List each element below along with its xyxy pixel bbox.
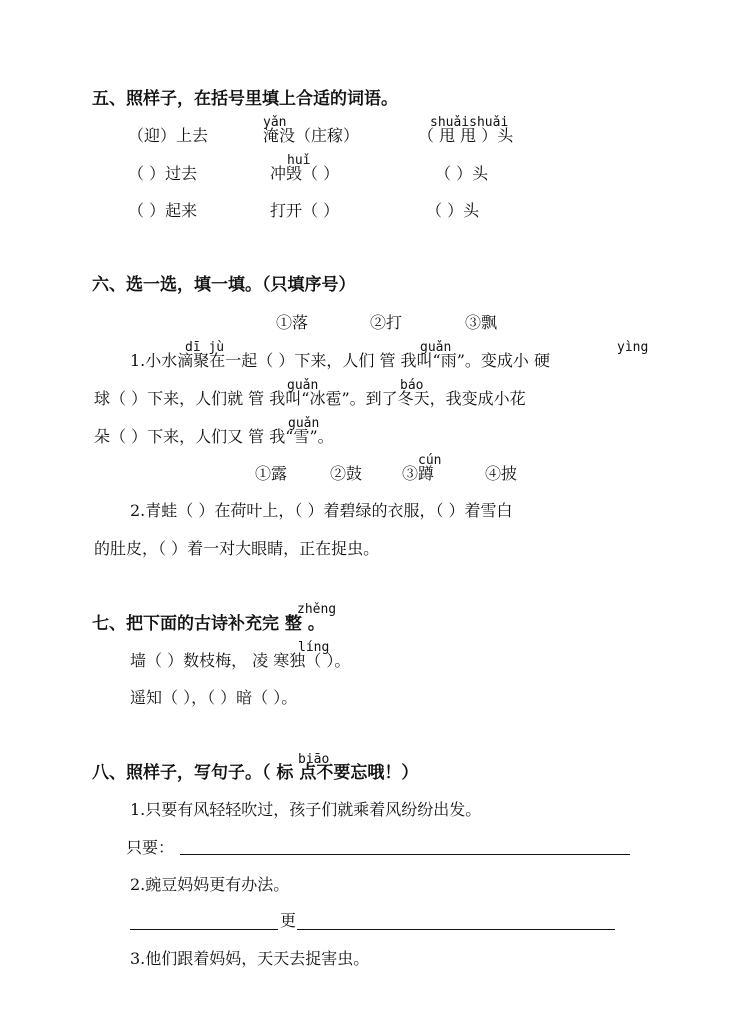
s5-example-1: （迎）上去 <box>128 126 209 145</box>
s5-blank-3: （ ）头 <box>435 164 489 183</box>
s5-example-2: 淹没（庄稼） <box>263 126 360 145</box>
s6-q2-line-1: 2.青蛙（ ）在荷叶上，（ ）着碧绿的衣服，（ ）着雪白 <box>130 501 513 520</box>
pinyin-diju: dī jù <box>185 340 225 355</box>
pinyin-cun: cún <box>418 453 442 468</box>
s8-q2-answer-line-1[interactable] <box>130 929 278 930</box>
pinyin-shuaishuai: shuǎishuǎi <box>430 115 509 130</box>
pinyin-hui: huǐ <box>287 153 311 168</box>
s7-poem-line-2: 遥知（ ），（ ）暗（ ）。 <box>130 688 298 707</box>
s6-q1-line-1: 1.小水滴聚在一起（ ）下来，人们 管 我叫“雨”。变成小 硬 <box>130 351 550 370</box>
s6-q2-line-2: 的肚皮，（ ）着一对大眼睛，正在捉虫。 <box>94 539 380 558</box>
s6-q1-line-3: 朵（ ）下来，人们又 管 我“雪”。 <box>94 427 334 446</box>
s6-option-6: ③蹲 <box>402 464 435 483</box>
s6-option-5: ②鼓 <box>330 464 363 483</box>
s8-q1: 1.只要有风轻轻吹过，孩子们就乘着风纷纷出发。 <box>130 800 482 819</box>
s8-q2: 2.豌豆妈妈更有办法。 <box>130 875 290 894</box>
pinyin-guan-1: guǎn <box>420 340 452 355</box>
section-5-title: 五、照样子，在括号里填上合适的词语。 <box>92 89 398 109</box>
s5-blank-1: （ ）过去 <box>128 164 198 183</box>
s6-option-2: ②打 <box>370 313 403 332</box>
s6-option-7: ④披 <box>485 464 518 483</box>
s6-option-3: ③飘 <box>465 313 498 332</box>
s5-blank-4: （ ）起来 <box>128 201 198 220</box>
section-8-title: 八、照样子，写句子。（ 标 点不要忘哦！） <box>92 763 419 783</box>
section-7-title: 七、把下面的古诗补充完 整 。 <box>92 614 325 634</box>
pinyin-yan: yǎn <box>263 115 287 130</box>
pinyin-bao: báo <box>400 378 424 393</box>
pinyin-ling: líng <box>298 640 330 655</box>
s6-option-1: ①落 <box>276 313 309 332</box>
s5-blank-2: 冲毁（ ） <box>270 164 340 183</box>
pinyin-biao: biāo <box>298 752 330 767</box>
s5-blank-6: （ ）头 <box>426 201 480 220</box>
s8-q3: 3.他们跟着妈妈，天天去捉害虫。 <box>130 949 370 968</box>
s5-example-3: （ 甩 甩 ）头 <box>418 126 514 145</box>
s7-poem-line-1: 墙（ ）数枝梅， 凌 寒独（ ）。 <box>130 651 351 670</box>
pinyin-guan-3: guǎn <box>288 416 320 431</box>
s8-q1-answer-line[interactable] <box>180 854 630 855</box>
pinyin-zheng: zhěng <box>297 602 337 617</box>
s6-option-4: ①露 <box>255 464 288 483</box>
s8-q2-mid-word: 更 <box>280 911 297 930</box>
s8-q1-prompt: 只要： <box>126 838 175 857</box>
s6-q1-line-2: 球（ ）下来，人们就 管 我叫“冰雹”。到了冬天，我变成小花 <box>94 389 526 408</box>
s8-q2-answer-line-2[interactable] <box>297 929 615 930</box>
section-6-title: 六、选一选，填一填。（只填序号） <box>92 275 356 295</box>
pinyin-guan-2: guǎn <box>287 378 319 393</box>
pinyin-ying: yìng <box>617 340 649 355</box>
s5-blank-5: 打开（ ） <box>270 201 340 220</box>
